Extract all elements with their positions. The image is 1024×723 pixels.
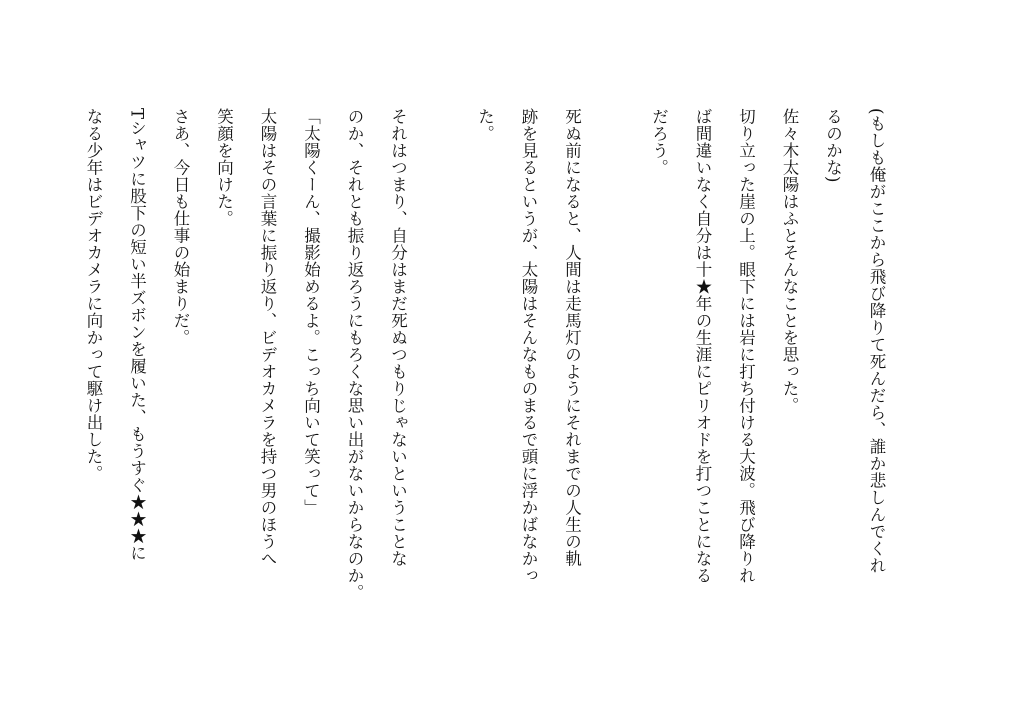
text-line-5: ば間違いなく自分は十★年の生涯にピリオドを打つことになる xyxy=(693,108,712,584)
blank-line xyxy=(594,108,638,668)
text-line-15: さあ、今日も仕事の始まりだ。 xyxy=(171,108,190,346)
text-line-13: 太陽はその言葉に振り返り、ビデオカメラを持つ男のほうへ xyxy=(258,108,277,567)
text-line-8: 跡を見るというが、太陽はそんなものまるで頭に浮かばなかっ xyxy=(519,108,538,584)
text-line-9: た。 xyxy=(475,108,495,142)
vertical-text-body xyxy=(72,108,899,668)
blank-line xyxy=(420,108,464,668)
text-line-10: それはつまり、自分はまだ死ぬつもりじゃないということな xyxy=(388,108,408,567)
text-line-14: 笑顔を向けた。 xyxy=(214,108,234,227)
text-line-3: 佐々木太陽はふとそんなことを思った。 xyxy=(780,108,799,414)
text-line-11: のか、それとも振り返ろうにもろくな思い出がないからなのか。 xyxy=(345,108,364,601)
text-line-12: 「太陽くーん、撮影始めるよ。こっち向いて笑って」 xyxy=(301,108,321,516)
text-line-2: るのかな) xyxy=(823,108,843,183)
text-line-1: (もしも俺がここから飛び降りて死んだら、誰か悲しんでくれ xyxy=(867,108,886,574)
text-line-16: Tシャツに股下の短い半ズボンを履いた、もうすぐ★★★に xyxy=(127,108,147,562)
text-line-17: なる少年はビデオカメラに向かって駆け出した。 xyxy=(84,108,103,482)
text-line-4: 切り立った崖の上。眼下には岩に打ち付ける大波。飛び降りれ xyxy=(736,108,756,584)
text-line-6: だろう。 xyxy=(649,108,669,176)
text-line-7: 死ぬ前になると、人間は走馬灯のようにそれまでの人生の軌 xyxy=(562,108,582,567)
